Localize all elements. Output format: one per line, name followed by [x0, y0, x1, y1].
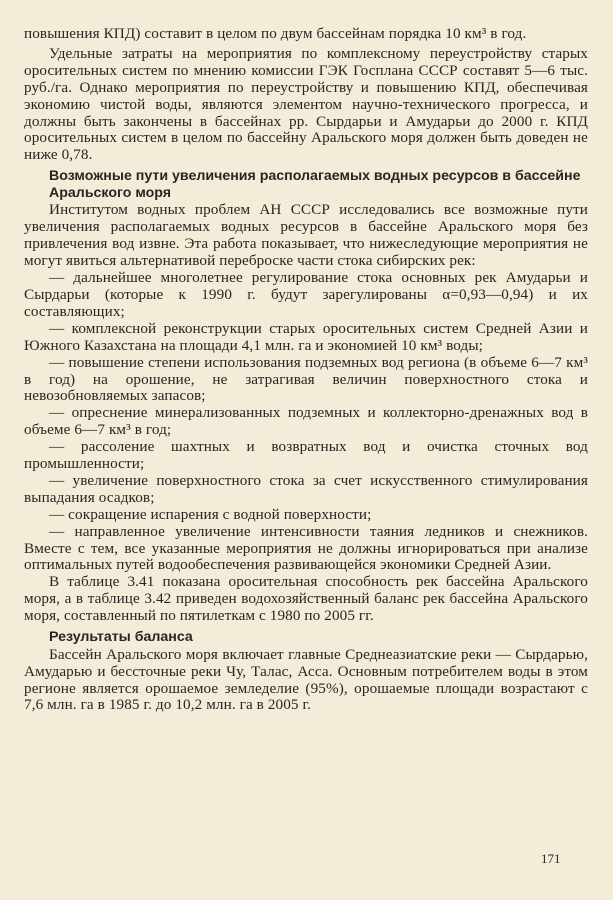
list-item-desalination: — опреснение минерализованных подземных и коллекторно-дренажных вод в объеме 6—7 км³ в год;: [24, 404, 588, 439]
section-heading-water-resources: Возможные пути увеличения располагаемых водных ресурсов в бассейне Аральского моря: [49, 168, 581, 201]
page-number: 171: [541, 851, 561, 866]
page-body: [24, 26, 588, 714]
paragraph-costs: Удельные затраты на мероприятия по комплексному переустройству старых оросительных систем по мнению комиссии ГЭК Госплана СССР составят 5—6 тыс. руб./га. Однако мероприятия по переустройству и повышению КПД, обеспечивая экономию чистой воды, являются элементом научно-технического прогресса, и должны быть закончены в бассейнах рр. Сырдарьи и Амударьи до 2000 г. КПД оросительных систем в целом по бассейну Аральского моря должен быть доведен не ниже 0,78.: [24, 44, 588, 164]
list-item-runoff-regulation: — дальнейшее многолетнее регулирование стока основных рек Амударьи и Сырдарьи (которые к 1990 г. будут зарегулированы α=0,93—0,94) и их составляющих;: [24, 269, 588, 320]
paragraph-tables-reference: В таблице 3.41 показана оросительная способность рек бассейна Аральского моря, а в таблице 3.42 приведен водохозяйственный баланс рек бассейна Аральского моря, составленный по пятилеткам с 1980 по 2005 гг.: [24, 573, 588, 625]
list-item-reconstruction: — комплексной реконструкции старых оросительных систем Средней Азии и Южного Казахстана на площади 4,1 млн. га и экономией 10 км³ воды;: [24, 319, 588, 354]
paragraph-institute-research: Институтом водных проблем АН СССР исследовались все возможные пути увеличения располагаемых водных ресурсов в бассейне Аральского моря без привлечения вод извне. Эта работа показывает, что нижеследующие мероприятия не могут явиться альтернативой переброске части стока сибирских рек:: [24, 201, 588, 270]
list-item-precipitation: — увеличение поверхностного стока за счет искусственного стимулирования выпадания осадков;: [24, 471, 588, 506]
list-item-evaporation: — сокращение испарения с водной поверхности;: [49, 505, 372, 523]
paragraph-aral-basin: Бассейн Аральского моря включает главные Среднеазиатские реки — Сырдарью, Амударью и бессточные реки Чу, Талас, Асса. Основным потребителем воды в этом регионе является орошаемое земледелие (95%), орошаемые площади возрастают с 7,6 млн. га в 1985 г. до 10,2 млн. га в 2005 г.: [24, 645, 588, 714]
list-item-mine-water: — рассоление шахтных и возвратных вод и очистка сточных вод промышленности;: [24, 438, 588, 473]
paragraph-kpd-total: повышения КПД) составит в целом по двум бассейнам порядка 10 км³ в год.: [24, 25, 527, 42]
list-item-groundwater: — повышение степени использования подземных вод региона (в объеме 6—7 км³ в год) на орошение, не затрагивая величин поверхностного стока и невозобновляемых запасов;: [24, 353, 588, 405]
list-item-glaciers: — направленное увеличение интенсивности таяния ледников и снежников. Вместе с тем, все указанные мероприятия не должны игнорироваться при анализе оптимальных путей водообеспечения развивающейся экономики Средней Азии.: [24, 522, 588, 574]
section-heading-balance-results: Результаты баланса: [49, 629, 193, 646]
